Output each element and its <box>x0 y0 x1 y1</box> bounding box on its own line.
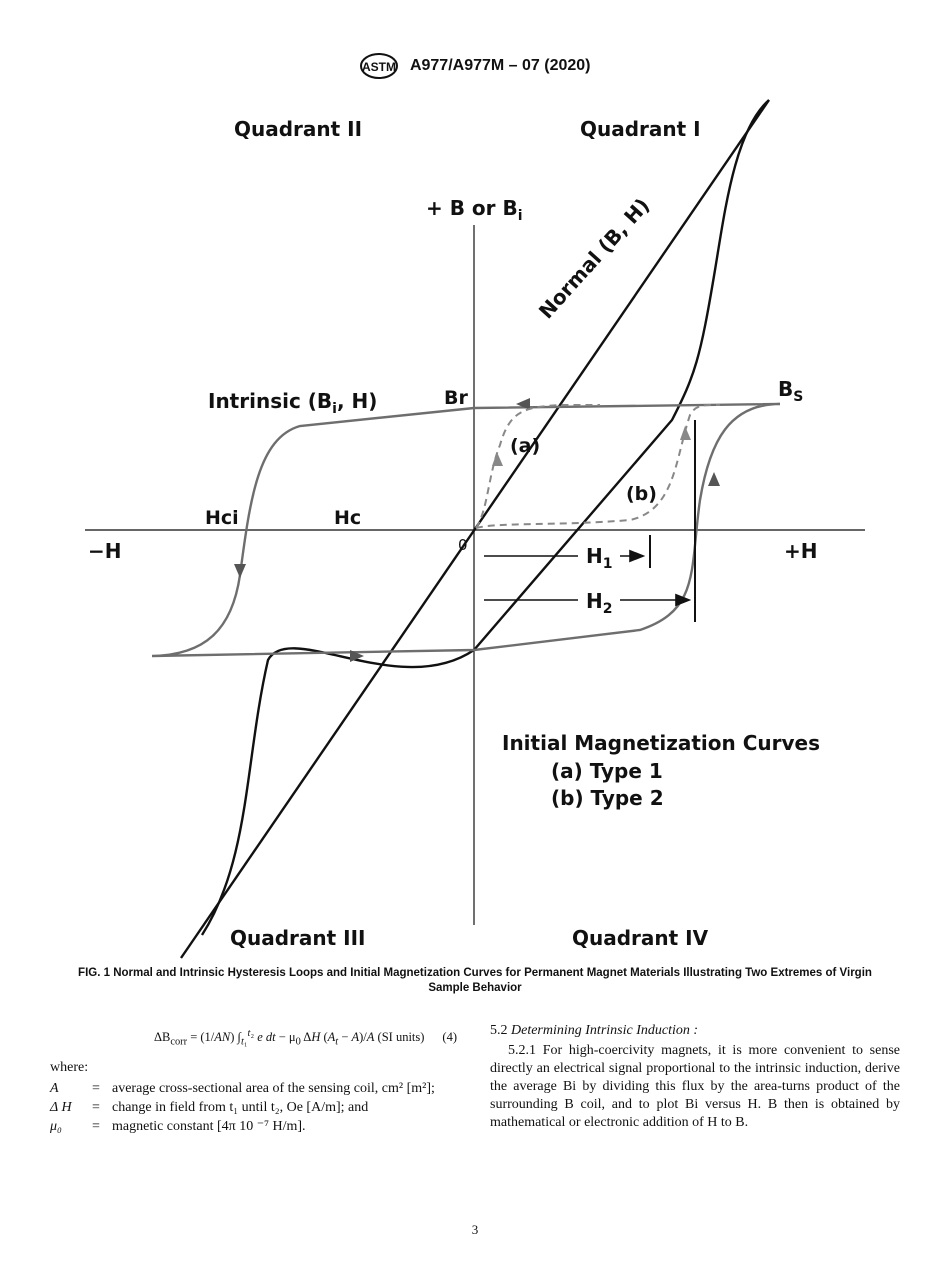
y-axis-label: + B or $B_i$ <box>426 196 523 224</box>
left-column <box>50 1025 465 1137</box>
hci-label: Hci <box>205 507 239 529</box>
legend-type-1: (a) Type 1 <box>551 759 663 783</box>
definition-text: average cross-sectional area of the sensing coil, cm² [m²]; <box>112 1080 435 1096</box>
definition-row <box>50 1099 465 1116</box>
hc-label: Hc <box>334 507 362 529</box>
right-column <box>490 1022 900 1132</box>
definition-text: magnetic constant [4π 10 ⁻⁷ H/m]. <box>112 1118 306 1134</box>
bs-label: $B_S$ <box>778 377 804 405</box>
pos-h-label: +H <box>784 539 818 563</box>
definition-row <box>50 1118 465 1135</box>
definition-equals: = <box>92 1118 100 1134</box>
h1-label: $H_1$ <box>586 544 613 572</box>
definition-row <box>50 1080 465 1097</box>
arrow-intrinsic-right <box>708 472 720 486</box>
initial-curve-a <box>476 405 600 528</box>
equation-4: $\Delta B_{corr} = (1/AN)$ $\int_{t_1}^{t_2}$ e dt − $\mu_0$ ΔH $(A_t - A)/A$ (SI units) (4) <box>153 1028 457 1048</box>
quadrant-1-label: Quadrant I <box>580 117 701 141</box>
equation-number: (4) <box>442 1030 457 1045</box>
section-heading <box>490 1022 900 1040</box>
origin-label: 0 <box>458 536 468 554</box>
normal-line <box>181 100 769 958</box>
page-number: 3 <box>471 1222 479 1237</box>
where-label: where: <box>50 1059 89 1075</box>
quadrant-4-label: Quadrant IV <box>572 926 709 950</box>
paragraph-5-2-1: 5.2.1 For high-coercivity magnets, it is more convenient to sense directly an electrical signal proportional to the intrinsic induction, derive the average Bi by dividing this flux by the area-turns product of the surrounding B coil, and to plot Bi versus H. B then is obtained by mathematical or electronic addition of H to B. <box>490 1043 900 1130</box>
curve-a-label: (a) <box>510 435 541 457</box>
quadrant-3-label: Quadrant III <box>230 926 366 950</box>
definition-equals: = <box>92 1080 100 1096</box>
normal-curve-label: Normal (B, H) <box>533 193 655 324</box>
arrow-intrinsic-left <box>234 564 246 578</box>
page-header <box>0 52 950 80</box>
curve-b-label: (b) <box>626 483 657 505</box>
hysteresis-figure <box>0 90 950 970</box>
quadrant-2-label: Quadrant II <box>234 117 363 141</box>
svg-text:ASTM: ASTM <box>362 60 397 74</box>
section-number: 5.2 <box>490 1023 508 1038</box>
br-label: Br <box>444 387 468 409</box>
definition-equals: = <box>92 1099 100 1115</box>
astm-logo-icon <box>359 52 399 80</box>
document-designation: A977/A977M – 07 (2020) <box>409 57 591 74</box>
neg-h-label: −H <box>88 539 122 563</box>
definition-symbol: A <box>50 1080 59 1096</box>
intrinsic-curve-label: Intrinsic ($B_i$, H) <box>208 389 378 417</box>
arrow-curve-b <box>680 426 691 440</box>
definition-symbol: μ₀ <box>50 1118 62 1134</box>
figure-caption: FIG. 1 Normal and Intrinsic Hysteresis Loops and Initial Magnetization Curves for Permanent Magnet Materials Illustrating Two Extremes of Virgin Sample Behavior <box>78 967 872 994</box>
legend-type-2: (b) Type 2 <box>551 786 664 810</box>
initial-curve-b <box>476 405 720 528</box>
h2-label: $H_2$ <box>586 589 613 617</box>
legend-title: Initial Magnetization Curves <box>502 731 820 755</box>
definition-text: change in field from t₁ until t₂, Oe [A/m]; and <box>112 1099 369 1115</box>
definition-symbol: Δ H <box>50 1099 72 1115</box>
section-title: Determining Intrinsic Induction : <box>511 1023 699 1038</box>
arrow-curve-a <box>492 452 503 466</box>
